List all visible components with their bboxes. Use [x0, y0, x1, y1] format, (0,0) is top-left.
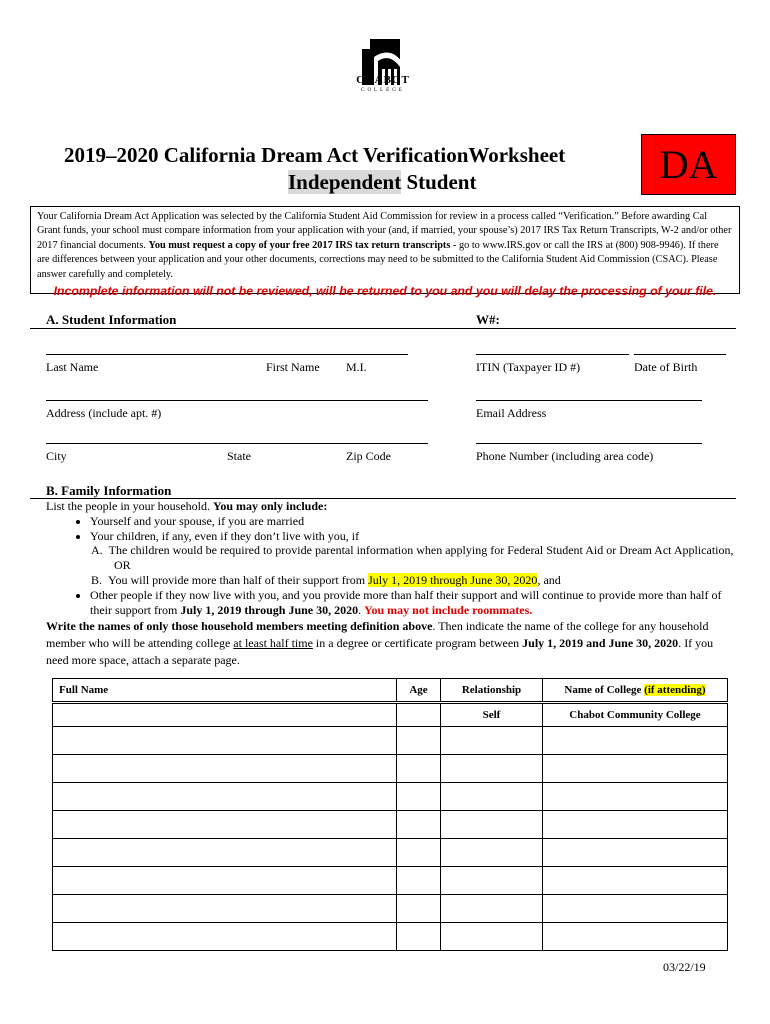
header-age: Age: [397, 679, 441, 703]
name-cell[interactable]: [53, 811, 397, 839]
self-relationship-cell: Self: [441, 703, 543, 727]
intro-text: Your California Dream Act Application was selected by the California Student Aid Commission for review in a process called “Verification.” Before awarding Cal Grant funds, your school must compare information from your application with your (and, if married, your spouse’s) 2017 IRS Tax Return Transcripts, W-2 and/or other 2017 financial documents.: [37, 211, 732, 251]
intro-notice: [30, 206, 740, 299]
logo-wordmark: CHABOT: [356, 74, 410, 86]
relationship-cell[interactable]: [441, 839, 543, 867]
name-cell[interactable]: [53, 755, 397, 783]
section-a-rule: [30, 328, 736, 329]
college-cell[interactable]: [543, 755, 728, 783]
age-cell[interactable]: [397, 727, 441, 755]
name-cell[interactable]: [53, 895, 397, 923]
relationship-cell[interactable]: [441, 923, 543, 951]
condition-a: [91, 543, 736, 573]
incomplete-warning: Incomplete information will not be reviewed, will be returned to you and you will delay the processing of your file.: [53, 284, 717, 299]
condition-b: [91, 573, 736, 588]
phone-label: Phone Number (including area code): [476, 449, 654, 463]
condition-b-end: , and: [537, 572, 561, 587]
email-label: Email Address: [476, 406, 547, 420]
table-row: [53, 783, 728, 811]
age-cell[interactable]: [397, 867, 441, 895]
age-cell[interactable]: [397, 895, 441, 923]
condition-b-label: B.: [91, 572, 103, 587]
revision-date: 03/22/19: [663, 960, 706, 974]
family-intro-bold: You may only include:: [212, 499, 328, 513]
itin-input-line[interactable]: [476, 354, 629, 355]
city-label: City: [46, 449, 67, 463]
city-state-zip-input-line[interactable]: [46, 443, 428, 444]
family-instructions: [46, 499, 736, 669]
subtitle-rest: Student: [401, 170, 477, 194]
self-age-cell[interactable]: [397, 703, 441, 727]
relationship-cell[interactable]: [441, 811, 543, 839]
last-name-label: Last Name: [46, 360, 99, 374]
relationship-cell[interactable]: [441, 783, 543, 811]
section-b-heading: B. Family Information: [46, 483, 172, 498]
bullet-children-text: Your children, if any, even if they don’t live with you, if: [90, 528, 360, 543]
address-input-line[interactable]: [46, 400, 428, 401]
college-cell[interactable]: [543, 867, 728, 895]
w-number-label: W#:: [476, 312, 500, 327]
household-para-underline: at least half time: [233, 636, 313, 651]
bullet-children: [90, 529, 736, 544]
header-college-highlight: (if attending): [644, 684, 706, 696]
header-college: [543, 679, 728, 703]
table-header-row: [53, 679, 728, 703]
bullet-other-dates: July 1, 2019 through June 30, 2020: [180, 602, 359, 617]
first-name-label: First Name: [266, 360, 320, 374]
table-row: [53, 755, 728, 783]
bullet-other-people: [90, 588, 736, 618]
header-full-name: Full Name: [53, 679, 397, 703]
age-cell[interactable]: [397, 755, 441, 783]
household-para-3: . If you need more space, attach a separate page.: [46, 636, 714, 668]
age-cell[interactable]: [397, 923, 441, 951]
age-cell[interactable]: [397, 811, 441, 839]
table-row: [53, 867, 728, 895]
mi-label: M.I.: [346, 360, 367, 374]
condition-a-text: The children would be required to provide parental information when applying for Federal Student Aid or Dream Act Application, OR: [108, 543, 734, 573]
subtitle-highlight: Independent: [288, 170, 402, 194]
address-label: Address (include apt. #): [46, 406, 162, 420]
phone-input-line[interactable]: [476, 443, 702, 444]
household-para-dates: July 1, 2019 and June 30, 2020: [522, 636, 679, 651]
table-row: [53, 923, 728, 951]
relationship-cell[interactable]: [441, 895, 543, 923]
section-a-heading: A. Student Information: [46, 312, 177, 327]
bullet-other-mid: .: [358, 602, 365, 617]
bullet-spouse: • Yourself and your spouse, if you are married: [90, 514, 736, 529]
family-intro: List the people in your household.: [46, 499, 213, 513]
name-cell[interactable]: [53, 783, 397, 811]
household-para-bold: Write the names of only those household members meeting definition above: [46, 619, 433, 634]
household-para-2: in a degree or certificate program between: [312, 636, 523, 651]
page-subtitle: [288, 170, 476, 195]
relationship-cell[interactable]: [441, 755, 543, 783]
children-conditions: [46, 543, 736, 587]
table-row: [53, 811, 728, 839]
age-cell[interactable]: [397, 783, 441, 811]
dob-label: Date of Birth: [634, 360, 698, 374]
college-cell[interactable]: [543, 811, 728, 839]
header-relationship: Relationship: [441, 679, 543, 703]
bullet-other-text: Other people if they now live with you, and you provide more than half their support and will continue to provide more than half of their support from: [90, 587, 722, 617]
college-cell[interactable]: [543, 895, 728, 923]
relationship-cell[interactable]: [441, 867, 543, 895]
name-cell[interactable]: [53, 867, 397, 895]
household-table: [52, 678, 728, 951]
condition-b-date-highlight: July 1, 2019 through June 30, 2020: [368, 572, 538, 587]
condition-a-label: A.: [91, 543, 103, 558]
college-cell[interactable]: [543, 923, 728, 951]
name-input-line[interactable]: [46, 354, 408, 355]
page-title: 2019–2020 California Dream Act VerificationWorksheet: [64, 143, 566, 167]
name-cell[interactable]: [53, 839, 397, 867]
age-cell[interactable]: [397, 839, 441, 867]
college-cell[interactable]: [543, 839, 728, 867]
college-cell[interactable]: [543, 783, 728, 811]
relationship-cell[interactable]: [441, 727, 543, 755]
name-cell[interactable]: [53, 727, 397, 755]
college-cell[interactable]: [543, 727, 728, 755]
roommates-warning: You may not include roommates.: [364, 602, 533, 617]
self-college-cell: Chabot Community College: [543, 703, 728, 727]
table-row: [53, 839, 728, 867]
name-cell[interactable]: [53, 923, 397, 951]
household-para-1: . Then indicate the name of the college for any household member who will be attending college: [46, 619, 709, 651]
zip-label: Zip Code: [346, 449, 391, 463]
da-badge: DA: [641, 134, 736, 195]
household-paragraph: [46, 618, 736, 669]
itin-label: ITIN (Taxpayer ID #): [476, 360, 581, 374]
intro-bold-text: You must request a copy of your free 2017 IRS tax return transcripts: [148, 239, 451, 251]
state-label: State: [227, 449, 251, 463]
dob-input-line[interactable]: [634, 354, 726, 355]
table-row: [53, 895, 728, 923]
condition-b-text: You will provide more than half of their support from: [108, 572, 369, 587]
table-row-self: [53, 703, 728, 727]
self-name-cell[interactable]: [53, 703, 397, 727]
logo-subtext: COLLEGE: [361, 88, 405, 93]
header-college-text: Name of College: [564, 684, 645, 696]
email-input-line[interactable]: [476, 400, 702, 401]
intro-text-2: - go to www.IRS.gov or call the IRS at (800) 908-9946). If there are differences between your application and your other documents, corrections may need to be submitted to the California Student Aid Commission (CSAC). Please answer carefully and completely.: [37, 239, 719, 280]
table-row: [53, 727, 728, 755]
